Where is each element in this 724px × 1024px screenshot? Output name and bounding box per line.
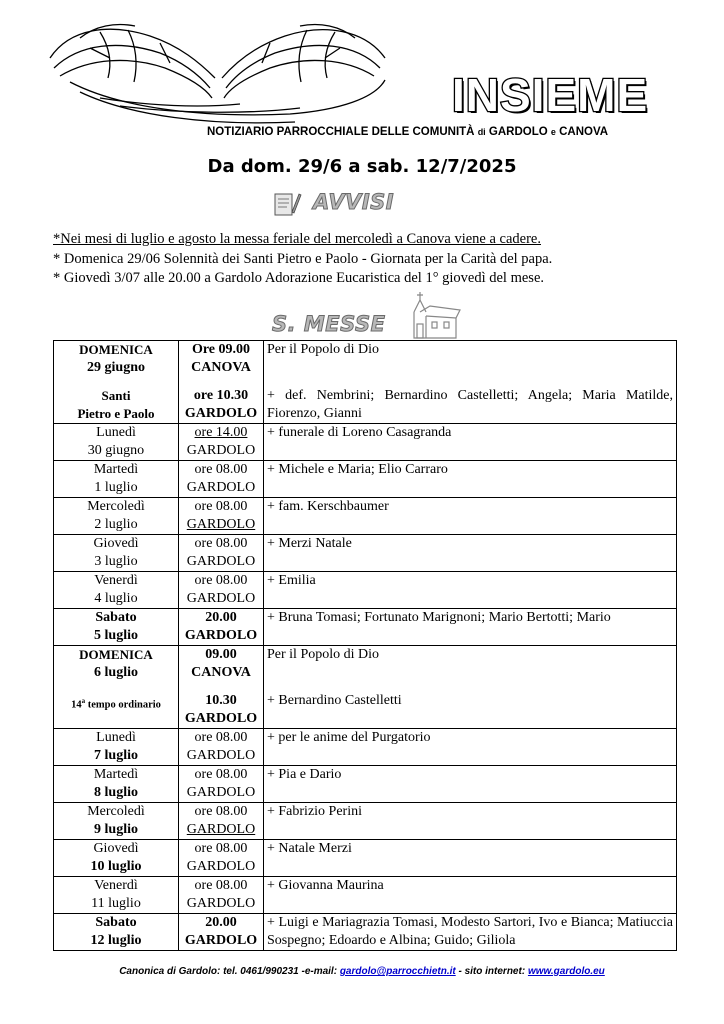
avviso-item: * Domenica 29/06 Solennità dei Santi Pietro e Paolo - Giornata per la Carità del papa.: [53, 250, 553, 267]
table-row: [54, 766, 677, 803]
intention-cell: + fam. Kerschbaumer: [264, 498, 677, 535]
table-row: [54, 877, 677, 914]
notepad-icon: [272, 190, 302, 218]
footer-contacts: Canonica di Gardolo: tel. 0461/990231 -e-mail: gardolo@parrocchietn.it - sito internet: www.gardolo.eu: [119, 966, 605, 977]
day-cell: DOMENICA 29 giugno Santi Pietro e Paolo: [54, 341, 179, 424]
time-cell: Ore 09.00 CANOVA ore 10.30 GARDOLO: [179, 341, 264, 424]
table-row: [54, 729, 677, 766]
avvisi-heading: AVVISI: [313, 190, 395, 214]
day-cell: Lunedì 30 giugno: [54, 424, 179, 461]
church-icon: [406, 290, 462, 340]
intention-cell: + Natale Merzi: [264, 840, 677, 877]
day-cell: DOMENICA 6 luglio 14$^a$ tempo ordinario: [54, 646, 179, 729]
time-cell: 20.00 GARDOLO: [179, 914, 264, 951]
avviso-item: * Giovedì 3/07 alle 20.00 a Gardolo Adorazione Eucaristica del 1° giovedì del mese.: [53, 270, 545, 286]
day-cell: Mercoledì 9 luglio: [54, 803, 179, 840]
intention-cell: Per il Popolo di Dio + Bernardino Castelletti: [264, 646, 677, 729]
time-cell: ore 08.00 GARDOLO: [179, 766, 264, 803]
intention-cell: + Fabrizio Perini: [264, 803, 677, 840]
intention-cell: + Emilia: [264, 572, 677, 609]
intention-cell: + funerale di Loreno Casagranda: [264, 424, 677, 461]
intention-cell: + Pia e Dario: [264, 766, 677, 803]
messe-table: [53, 340, 677, 951]
time-cell: 20.00 GARDOLO: [179, 609, 264, 646]
table-row: [54, 341, 677, 424]
table-row: [54, 646, 677, 729]
day-cell: Martedì 8 luglio: [54, 766, 179, 803]
day-cell: Sabato 12 luglio: [54, 914, 179, 951]
intention-cell: + Merzi Natale: [264, 535, 677, 572]
table-row: [54, 840, 677, 877]
time-cell: ore 08.00 GARDOLO: [179, 729, 264, 766]
table-row: [54, 535, 677, 572]
intention-cell: + Bruna Tomasi; Fortunato Marignoni; Mario Bertotti; Mario: [264, 609, 677, 646]
table-row: [54, 424, 677, 461]
messe-heading: S. MESSE: [272, 312, 386, 336]
newsletter-title: INSIEME: [452, 69, 649, 121]
table-row: [54, 572, 677, 609]
day-cell: Venerdì 4 luglio: [54, 572, 179, 609]
day-cell: Sabato 5 luglio: [54, 609, 179, 646]
website-link[interactable]: www.gardolo.eu: [527, 966, 605, 977]
table-row: [54, 914, 677, 951]
intention-cell: + per le anime del Purgatorio: [264, 729, 677, 766]
day-cell: Martedì 1 luglio: [54, 461, 179, 498]
day-cell: Giovedì 3 luglio: [54, 535, 179, 572]
avvisi-list: [53, 230, 693, 289]
avviso-item: *Nei mesi di luglio e agosto la messa feriale del mercoledì a Canova viene a cadere.: [53, 231, 541, 247]
time-cell: 09.00 CANOVA 10.30 GARDOLO: [179, 646, 264, 729]
day-cell: Venerdì 11 luglio: [54, 877, 179, 914]
intention-cell: + Luigi e Mariagrazia Tomasi, Modesto Sartori, Ivo e Bianca; Matiuccia Sospegno; Edoardo e Albina; Guido; Giliola: [264, 914, 677, 951]
time-cell: ore 08.00 GARDOLO: [179, 803, 264, 840]
day-cell: Mercoledì 2 luglio: [54, 498, 179, 535]
intention-cell: + Michele e Maria; Elio Carraro: [264, 461, 677, 498]
day-cell: Giovedì 10 luglio: [54, 840, 179, 877]
table-row: [54, 498, 677, 535]
day-cell: Lunedì 7 luglio: [54, 729, 179, 766]
time-cell: ore 08.00 GARDOLO: [179, 498, 264, 535]
date-range-heading: Da dom. 29/6 a sab. 12/7/2025: [207, 156, 517, 177]
intention-cell: Per il Popolo di Dio + def. Nembrini; Bernardino Castelletti; Angela; Maria Matilde, Fiorenzo, Gianni: [264, 341, 677, 424]
email-link[interactable]: gardolo@parrocchietn.it: [339, 966, 456, 977]
time-cell: ore 08.00 GARDOLO: [179, 461, 264, 498]
time-cell: ore 14.00 GARDOLO: [179, 424, 264, 461]
table-row: [54, 461, 677, 498]
hands-illustration: [40, 18, 395, 130]
table-row: [54, 609, 677, 646]
table-row: [54, 803, 677, 840]
newsletter-subtitle: NOTIZIARIO PARROCCHIALE DELLE COMUNITÀ di GARDOLO e CANOVA: [207, 126, 609, 138]
intention-cell: + Giovanna Maurina: [264, 877, 677, 914]
time-cell: ore 08.00 GARDOLO: [179, 877, 264, 914]
time-cell: ore 08.00 GARDOLO: [179, 572, 264, 609]
time-cell: ore 08.00 GARDOLO: [179, 535, 264, 572]
time-cell: ore 08.00 GARDOLO: [179, 840, 264, 877]
